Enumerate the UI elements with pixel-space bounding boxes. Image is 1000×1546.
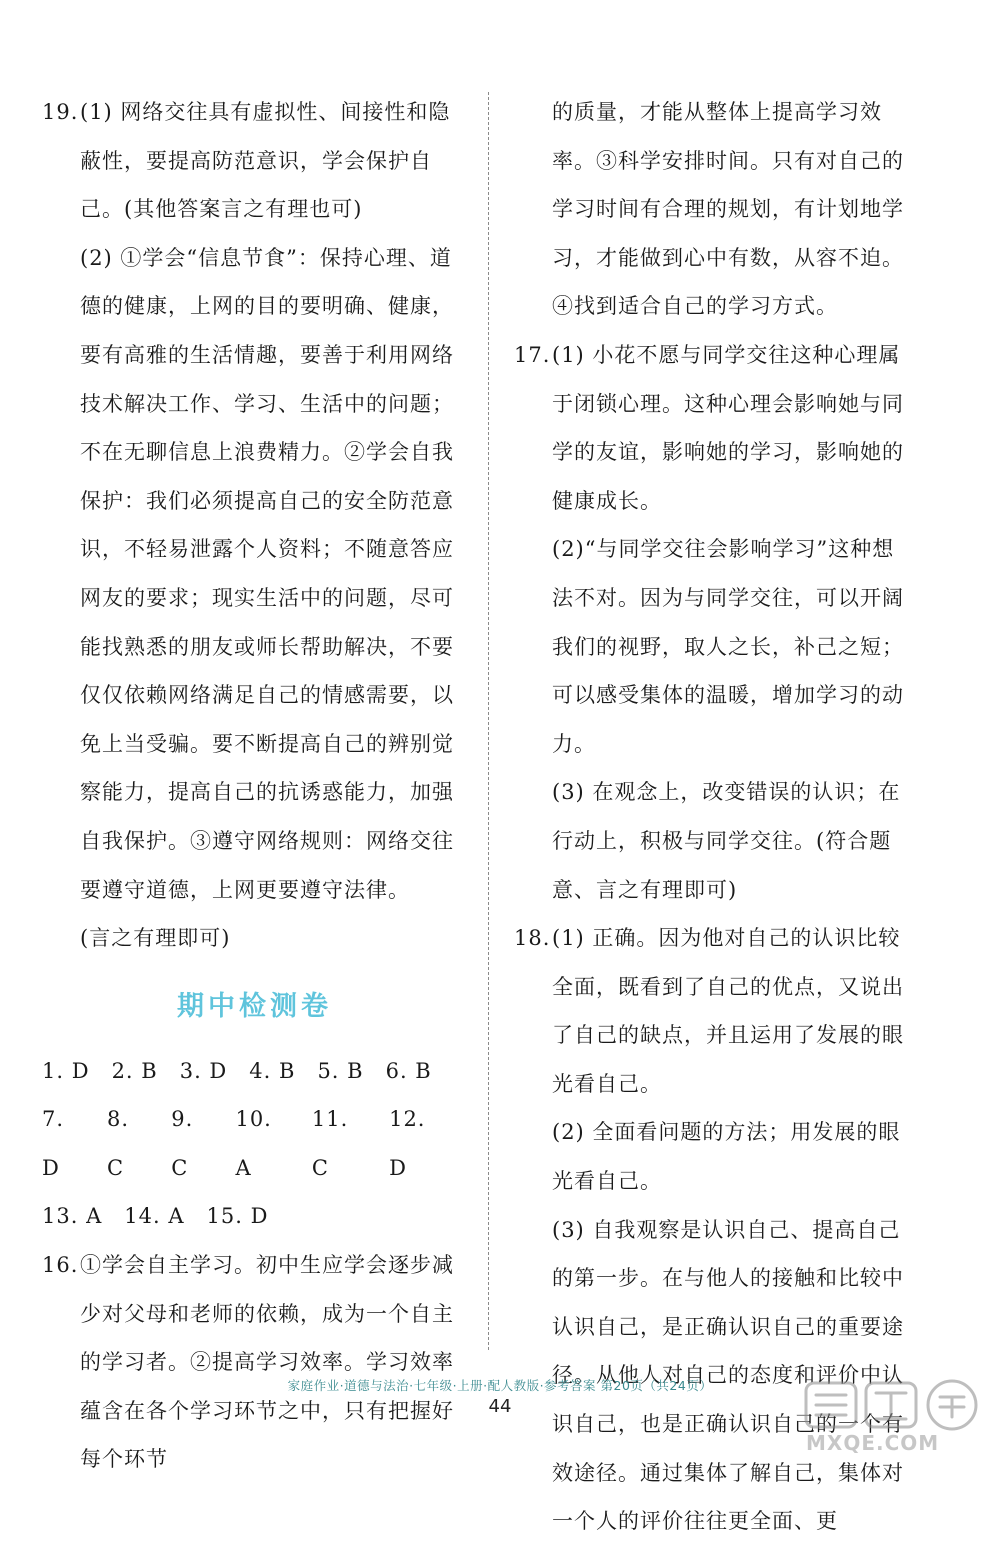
footer-book-info: 家庭作业·道德与法治·七年级·上册·配人教版·参考答案 第20页（共24页） — [287, 1378, 713, 1393]
right-column — [514, 88, 914, 1546]
multiple-choice-line-3 — [42, 1192, 467, 1241]
mc-answer: 15. D — [206, 1204, 269, 1229]
question-19 — [42, 88, 467, 234]
answer-17-part-2: (2)“与同学交往会影响学习”这种想法不对。因为与同学交往，可以开阔我们的视野，取人之长，补己之短；可以感受集体的温暖，增加学习的动力。 — [552, 537, 904, 756]
mc-answer: 8. C — [106, 1107, 129, 1180]
question-number: 17. — [514, 342, 551, 367]
watermark — [796, 1377, 986, 1459]
answer-18-part-3: (3) 自我观察是认识自己、提高自己的第一步。在与他人的接触和比较中认识自己，是正确认识自己的重要途径。从他人对自己的态度和评价中认识自己，也是正确认识自己的一个有效途径。通过集体了解自己，集体对一个人的评价往往更全面、更 — [552, 1217, 904, 1534]
mc-answer: 3. D — [179, 1058, 228, 1083]
mc-answer: 12. D — [389, 1107, 426, 1180]
mc-answer: 11. C — [311, 1107, 349, 1180]
multiple-choice-line-1 — [42, 1047, 467, 1096]
mc-answer: 14. A — [124, 1204, 185, 1229]
question-number: 18. — [514, 926, 551, 951]
answer-19-part-1: (1) 网络交往具有虚拟性、间接性和隐蔽性，要提高防范意识，学会保护自己。(其他答案言之有理也可) — [80, 100, 451, 222]
page-number: 44 — [488, 1396, 512, 1417]
answer-16: ①学会自主学习。初中生应学会逐步减少对父母和老师的依赖，成为一个自主的学习者。②提高学习效率。学习效率蕴含在各个学习环节之中，只有把握好每个环节 — [80, 1253, 454, 1472]
question-18 — [514, 914, 914, 1108]
watermark-logo-icon — [802, 1377, 982, 1433]
answer-19-note: (言之有理即可) — [80, 926, 231, 951]
answer-17-part-1: (1) 小花不愿与同学交往这种心理属于闭锁心理。这种心理会影响她与同学的友谊，影响她的学习，影响她的健康成长。 — [552, 342, 904, 513]
left-column — [42, 88, 467, 1484]
mc-answer: 2. B — [111, 1058, 158, 1083]
mc-answer: 1. D — [42, 1058, 90, 1083]
watermark-url: MXQE.COM — [806, 1431, 940, 1455]
mc-answer: 10. A — [235, 1107, 272, 1180]
mc-answer: 9. C — [171, 1107, 194, 1180]
multiple-choice-line-2 — [42, 1095, 467, 1192]
question-16 — [42, 1241, 467, 1484]
mc-answer: 7. D — [42, 1107, 65, 1180]
question-number: 16. — [42, 1253, 79, 1278]
answer-18-part-1: (1) 正确。因为他对自己的认识比较全面，既看到了自己的优点，又说出了自己的缺点，并且运用了发展的眼光看自己。 — [552, 926, 904, 1096]
question-17 — [514, 331, 914, 525]
mc-answer: 5. B — [317, 1058, 364, 1083]
mc-answer: 13. A — [42, 1204, 103, 1229]
mc-answer: 4. B — [249, 1058, 296, 1083]
column-divider — [488, 92, 489, 1350]
section-title: 期中检测卷 — [177, 990, 332, 1022]
mc-answer: 6. B — [385, 1058, 432, 1083]
answer-19-part-2: (2) ①学会“信息节食”：保持心理、道德的健康，上网的目的要明确、健康，要有高雅的生活情趣，要善于利用网络技术解决工作、学习、生活中的问题；不在无聊信息上浪费精力。②学会自我保护：我们必须提高自己的安全防范意识，不轻易泄露个人资料；不随意答应网友的要求；现实生活中的问题，尽可能找熟悉的朋友或师长帮助解决，不要仅仅依赖网络满足自己的情感需要，以免上当受骗。要不断提高自己的辨别觉察能力，提高自己的抗诱惑能力，加强自我保护。③遵守网络规则：网络交往要遵守道德，上网更要遵守法律。 — [80, 245, 454, 902]
answer-17-part-3: (3) 在观念上，改变错误的认识；在行动上，积极与同学交往。(符合题意、言之有理即可) — [552, 780, 901, 902]
question-number: 19. — [42, 100, 79, 124]
answer-16-continued: 的质量，才能从整体上提高学习效率。③科学安排时间。只有对自己的学习时间有合理的规划，有计划地学习，才能做到心中有数，从容不迫。④找到适合自己的学习方式。 — [552, 100, 904, 319]
answer-18-part-2: (2) 全面看问题的方法；用发展的眼光看自己。 — [552, 1120, 901, 1194]
